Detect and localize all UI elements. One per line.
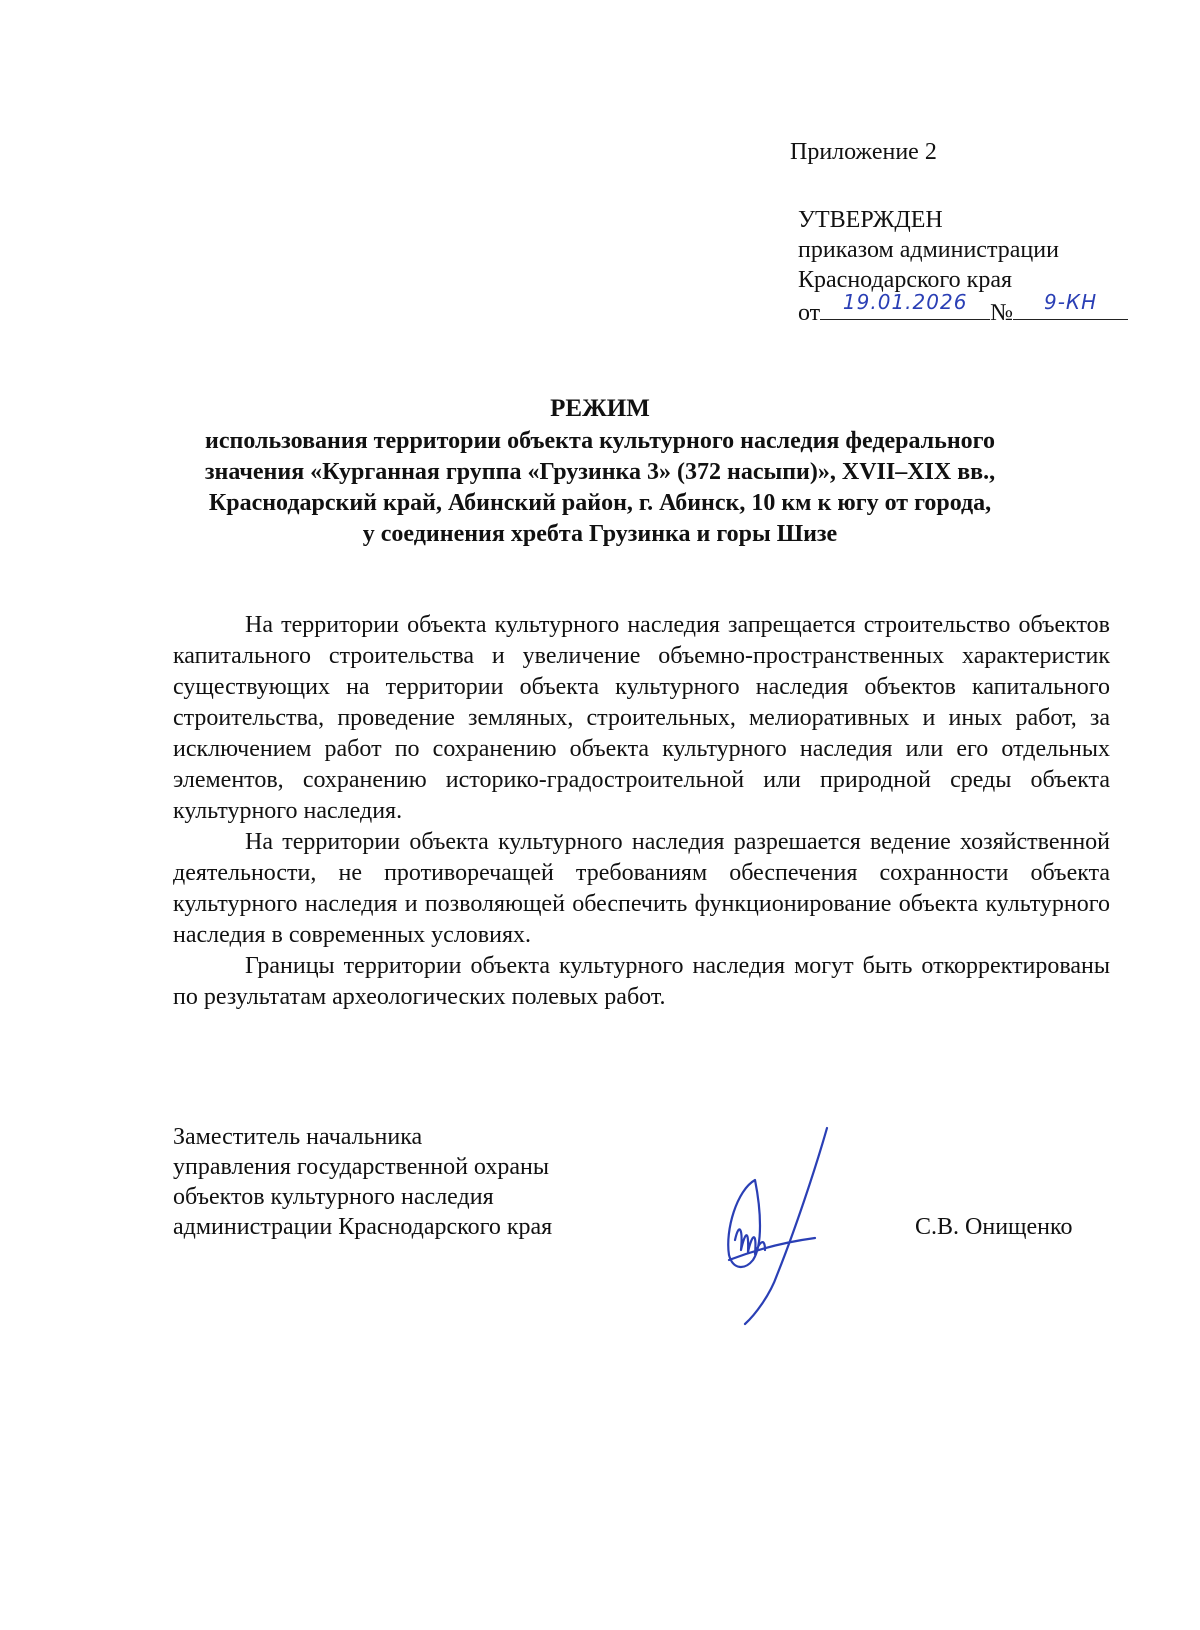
document-title [150,393,1050,550]
signer-position-line: объектов культурного наследия [173,1184,494,1210]
date-prefix: от [798,300,821,326]
title-line: у соединения хребта Грузинка и горы Шизе [362,521,838,547]
handwritten-number: 9-КН [1043,290,1098,314]
title-main: РЕЖИМ [550,395,650,422]
order-date-number-line [798,290,1128,328]
signer-name: С.В. Онищенко [915,1214,1073,1240]
title-line: значения «Курганная группа «Грузинка 3» (372 насыпи)», XVII–XIX вв., [204,459,996,485]
approval-stamp-block [798,205,1128,328]
handwritten-date: 19.01.2026 [842,290,968,314]
body-paragraph: На территории объекта культурного наследия запрещается строительство объектов капитального строительства и увеличение объемно-пространственных характеристик существующих на территории объекта культурного наследия объектов капитального строительства, проведение земляных, строительных, мелиоративных и иных работ, за исключением работ по сохранению объекта культурного наследия или его отдельных элементов, сохранению историко-градостроительной или природной среды объекта культурного наследия. [173,612,1110,824]
body-paragraph: На территории объекта культурного наследия разрешается ведение хозяйственной деятельности, не противоречащей требованиям обеспечения сохранности объекта культурного наследия и позволяющей обеспечить функционирование объекта культурного наследия в современных условиях. [173,829,1110,948]
signer-position-line: Заместитель начальника [173,1124,423,1150]
number-prefix: № [990,300,1014,326]
appendix-label: Приложение 2 [790,139,937,165]
signer-position [173,1122,552,1242]
number-blank [1013,290,1128,320]
signer-position-line: управления государственной охраны [173,1154,549,1180]
handwritten-signature [715,1110,865,1330]
signer-position-line: администрации Краснодарского края [173,1214,553,1240]
order-authority-line2: Краснодарского края [798,267,1013,293]
body-paragraph: Границы территории объекта культурного наследия могут быть откорректированы по результатам археологических полевых работ. [173,953,1110,1010]
body-text [173,610,1110,1013]
approved-label: УТВЕРЖДЕН [798,207,943,233]
date-blank [820,290,990,320]
title-line: Краснодарский край, Абинский район, г. Абинск, 10 км к югу от города, [208,490,992,516]
order-authority-line1: приказом администрации [798,237,1059,263]
title-line: использования территории объекта культурного наследия федерального [205,428,995,454]
